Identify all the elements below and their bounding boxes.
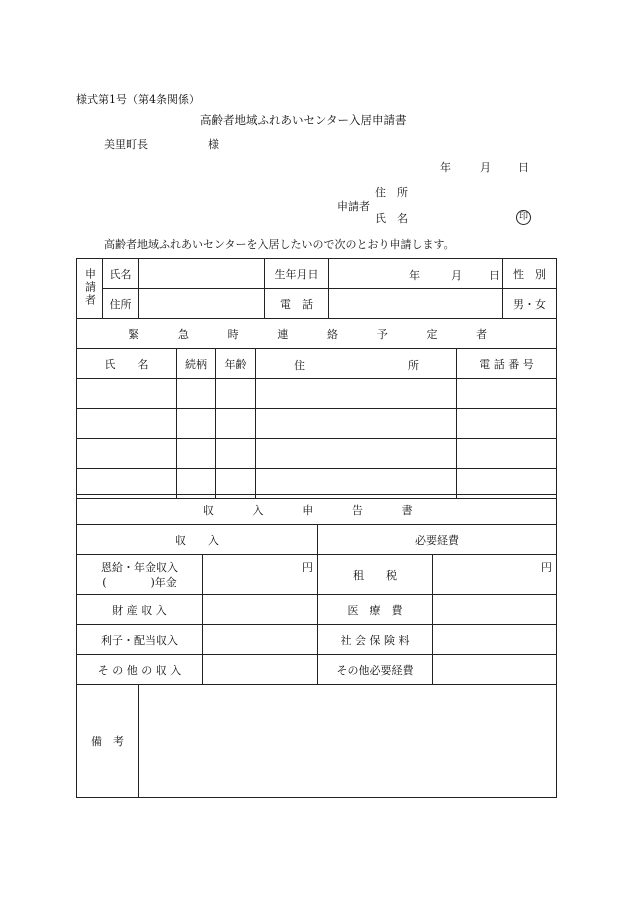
contact-relation-field[interactable]: [177, 439, 216, 469]
pension-income-field[interactable]: [203, 555, 318, 595]
other-expense-label: その他必要経費: [318, 655, 433, 685]
seal-icon: 印: [516, 210, 531, 225]
pension-income-label: 恩給・年金収入 ( )年金: [77, 555, 203, 595]
tax-field[interactable]: [433, 555, 557, 595]
applicant-side-label: 申請者: [77, 259, 103, 319]
contact-age-field[interactable]: [216, 409, 256, 439]
table-row: [77, 439, 557, 469]
date-day-label: 日: [518, 161, 529, 174]
applicant-name-label: 氏 名: [375, 212, 408, 225]
remarks-table: [76, 684, 557, 798]
other-income-field[interactable]: [203, 655, 318, 685]
property-income-field[interactable]: [203, 595, 318, 625]
contact-address-field[interactable]: [256, 439, 457, 469]
birth-month-label: 月: [451, 268, 462, 282]
intro-text: 高齢者地域ふれあいセンターを入居したいので次のとおり申請します。: [104, 238, 455, 251]
remarks-label: 備 考: [77, 685, 139, 798]
interest-income-field[interactable]: [203, 625, 318, 655]
yen-unit: 円: [541, 561, 553, 574]
name-field[interactable]: [139, 259, 265, 289]
birth-day-label: 日: [489, 268, 500, 282]
income-header: 収 入: [77, 525, 318, 555]
social-insurance-field[interactable]: [433, 625, 557, 655]
seal-mark: [516, 209, 531, 225]
other-income-label: そ の 他 の 収 入: [77, 655, 203, 685]
sex-value[interactable]: 男・女: [503, 289, 557, 319]
medical-expense-field[interactable]: [433, 595, 557, 625]
addressee-honorific: 様: [208, 138, 219, 151]
other-expense-field[interactable]: [433, 655, 557, 685]
table-row: [77, 409, 557, 439]
form-title: 高齢者地域ふれあいセンター入居申請書: [200, 113, 407, 127]
contact-relation-field[interactable]: [177, 409, 216, 439]
date-month-label: 月: [480, 161, 491, 174]
table-row: [77, 655, 557, 685]
income-report-table: [76, 494, 557, 685]
emergency-title: 緊 急 時 連 絡 予 定 者: [77, 319, 557, 349]
contact-name-field[interactable]: [77, 409, 177, 439]
contact-phone-field[interactable]: [457, 439, 557, 469]
table-row: [77, 379, 557, 409]
name-label: 氏名: [103, 259, 139, 289]
contact-name-field[interactable]: [77, 439, 177, 469]
contact-relation-field[interactable]: [177, 379, 216, 409]
birth-label: 生年月日: [265, 259, 329, 289]
remarks-field[interactable]: [139, 685, 557, 798]
phone-label: 電 話: [265, 289, 329, 319]
date-year-label: 年: [440, 161, 451, 174]
yen-unit: 円: [302, 561, 313, 574]
expense-header: 必要経費: [318, 525, 557, 555]
emergency-header-address: 住 所: [256, 349, 457, 379]
addressee-name: 美里町長: [104, 138, 148, 151]
applicant-label: 申請者: [337, 200, 370, 213]
contact-age-field[interactable]: [216, 379, 256, 409]
interest-income-label: 利子・配当収入: [77, 625, 203, 655]
birth-date-field[interactable]: [329, 259, 503, 289]
table-row: [77, 595, 557, 625]
phone-field[interactable]: [329, 289, 503, 319]
address-label: 住所: [103, 289, 139, 319]
form-number: 様式第1号（第4条関係）: [76, 93, 200, 106]
contact-name-field[interactable]: [77, 379, 177, 409]
tax-label: 租 税: [318, 555, 433, 595]
property-income-label: 財 産 収 入: [77, 595, 203, 625]
address-field[interactable]: [139, 289, 265, 319]
emergency-header-name: 氏 名: [77, 349, 177, 379]
birth-year-label: 年: [409, 268, 420, 282]
contact-age-field[interactable]: [216, 439, 256, 469]
social-insurance-label: 社 会 保 険 料: [318, 625, 433, 655]
emergency-header-phone: 電 話 番 号: [457, 349, 557, 379]
income-report-title: 収 入 申 告 書: [77, 495, 557, 525]
contact-phone-field[interactable]: [457, 409, 557, 439]
applicant-address-label: 住 所: [375, 186, 408, 199]
contact-address-field[interactable]: [256, 409, 457, 439]
contact-address-field[interactable]: [256, 379, 457, 409]
emergency-contact-table: [76, 318, 557, 499]
sex-label: 性 別: [503, 259, 557, 289]
medical-expense-label: 医 療 費: [318, 595, 433, 625]
table-row: [77, 625, 557, 655]
emergency-header-age: 年齢: [216, 349, 256, 379]
emergency-header-relation: 続柄: [177, 349, 216, 379]
applicant-table: [76, 258, 557, 319]
contact-phone-field[interactable]: [457, 379, 557, 409]
